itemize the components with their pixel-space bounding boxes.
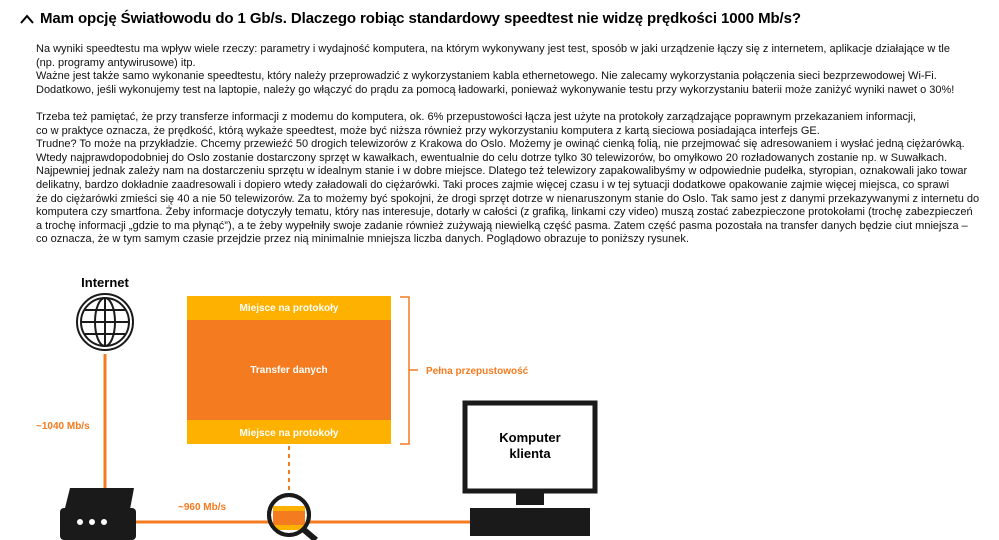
magnifier-icon (269, 495, 316, 540)
answer-line: Trudne? To może na przykładzie. Chcemy przewieźć 50 drogich telewizorów z Krakowa do Oslo. Możemy je owinąć cienką folią, nie przejmować się adresowaniem i wysłać jedną ciężarówką. (36, 138, 965, 151)
globe-icon (77, 294, 133, 350)
answer-line: co oznacza, że w tym samym czasie przejdzie przez nią minimalnie mniejsza liczba danych. Poglądowo obrazuje to poniższy rysunek. (36, 233, 689, 246)
answer-line: Ważne jest także samo wykonanie speedtestu, który należy przeprowadzić z wykorzystaniem kabla ethernetowego. Nie zalecamy wykorzystania połączenia sieci bezprzewodowej Wi-Fi. (36, 70, 937, 83)
answer-line: że do ciężarówki zmieści się 40 a nie 50 telewizorów. Za to możemy być spokojni, że drogi sprzęt dotrze w nienaruszonym stanie do Oslo. Tak samo jest z danymi przekazywanymi z internetu do (36, 192, 980, 205)
answer-line: Na wyniki speedtestu ma wpływ wiele rzeczy: parametry i wydajność komputera, na którym wykonywany jest test, sposób w jaki urządzenie łączy się z internetem, aplikacje działające w tle (36, 43, 950, 55)
answer-line: delikatny, bardzo dokładnie zaadresowali i dopiero wtedy załadowali do ciężarówki. Taki proces zajmie więcej czasu i w tej sytuacji dodatkowe opakowanie zajmie więcej miejsca, co sprawi (36, 178, 950, 191)
speed-out-label: ~960 Mb/s (178, 502, 227, 513)
computer-label-line1: Komputer (499, 430, 561, 445)
answer-line: Dodatkowo, jeśli wykonujemy test na laptopie, należy go włączyć do prądu za pomocą ładowarki, ponieważ wykonywanie testu przy wykorzystaniu baterii może zaniżyć wyniki nawet o 30%! (36, 83, 955, 96)
speed-in-label: ~1040 Mb/s (36, 421, 90, 432)
answer-line: komputera czy smartfona. Żeby informacje dotyczyły tematu, który nas interesuje, dotarły w całości (z grafiką, linkami czy video) muszą zostać zabezpieczone protokołami (trochę zabezpieczeń (36, 206, 973, 219)
faq-title[interactable]: Mam opcję Światłowodu do 1 Gb/s. Dlaczego robiąc standardowy speedtest nie widzę prędkości 1000 Mb/s? (40, 10, 801, 27)
answer-line: Trzeba też pamiętać, że przy transferze informacji z modemu do komputera, ok. 6% przepustowości łącza jest użyte na protokoły zarządzające poprawnym przekazaniem informacji, (36, 110, 916, 123)
answer-line: Najpewniej jednak zależy nam na dostarczeniu sprzętu w idealnym stanie i w dobre miejsce. Dlatego też telewizory zapakowalibyśmy w odpowiednie pudełka, styropian, oznakowali jako towar (36, 165, 968, 178)
computer-label-line2: klienta (509, 446, 551, 461)
answer-line: a trochę informacji „gdzie to ma płynąć”), a te żeby wypełniły swoje zadanie również zużywają niewielką część pasma. Zatem część pasma pozostała na transfer danych będzie ciut mniejsza – (36, 219, 968, 232)
bandwidth-label: Pełna przepustowość (426, 366, 529, 377)
answer-line: Wtedy najprawdopodobniej do Oslo zostanie dostarczony sprzęt w kawałkach, ewentualnie do celu dotrze tylko 30 telewizorów, bo omyłkowo 20 rozładowanych zostanie np. w Suwałkach. (36, 151, 948, 164)
answer-line: (np. programy antywirusowe) itp. (36, 56, 196, 69)
transfer-label: Transfer danych (250, 365, 328, 376)
protocol-bottom-label: Miejsce na protokoły (239, 428, 339, 439)
computer-icon (465, 403, 595, 536)
bandwidth-bracket (400, 297, 409, 444)
answer-line: co w praktyce oznacza, że prędkość, którą wykaże speedtest, może być niższa również przy wykorzystaniu komputera z kartą sieciowa posiadająca interfejs GE. (36, 124, 820, 137)
modem-icon (60, 488, 136, 540)
internet-label: Internet (81, 275, 129, 290)
protocol-top-label: Miejsce na protokoły (239, 303, 339, 314)
